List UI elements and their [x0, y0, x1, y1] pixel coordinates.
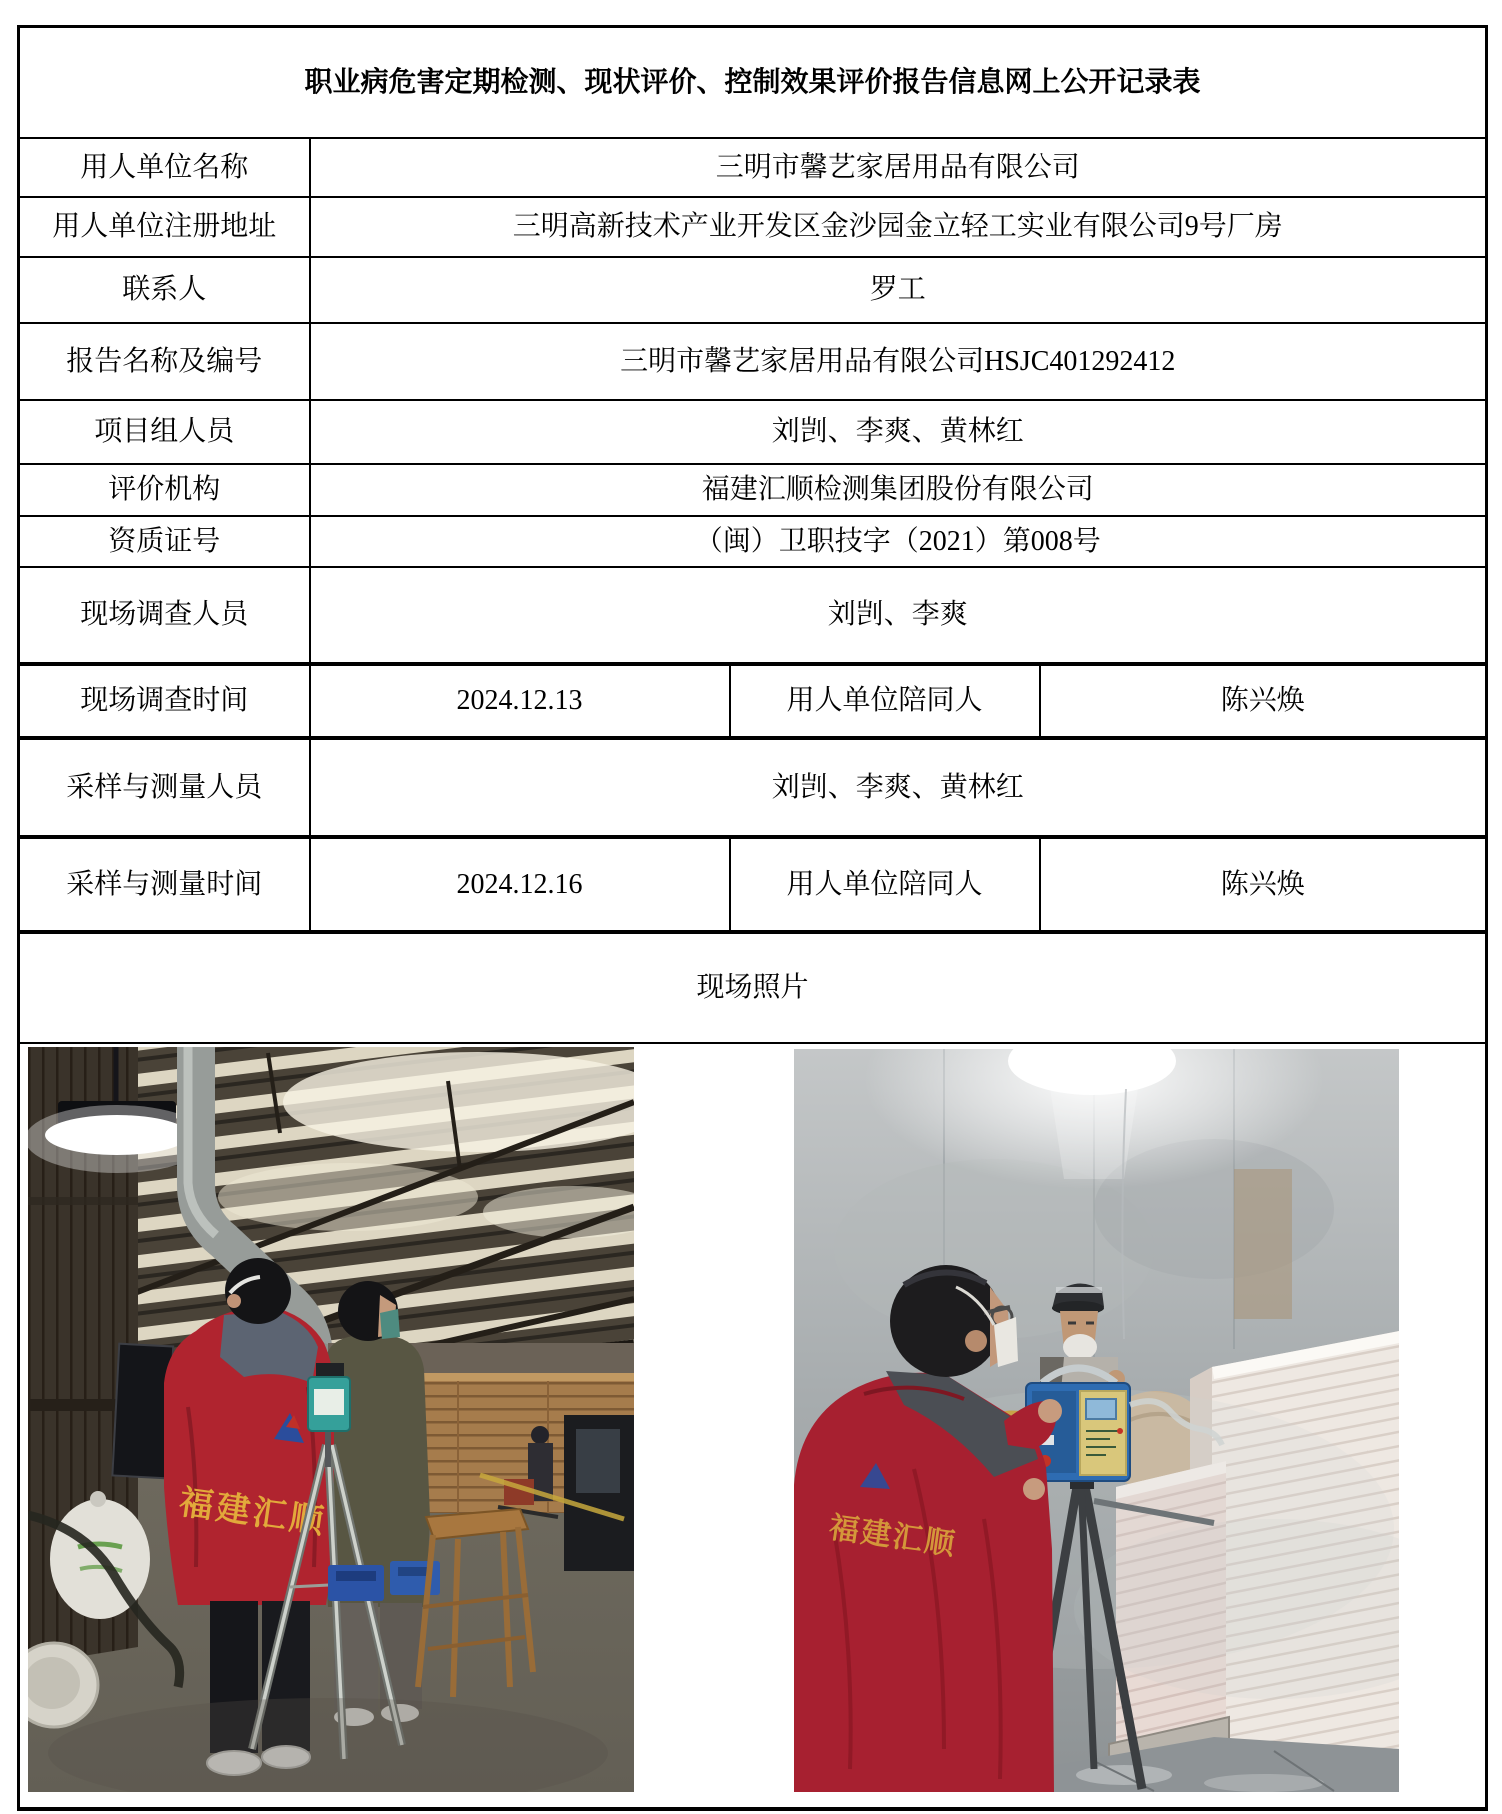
- row-label-survey-time: 现场调查时间: [19, 664, 310, 738]
- row-label-report: 报告名称及编号: [19, 323, 310, 400]
- row-value-survey-companion: 陈兴焕: [1040, 664, 1487, 738]
- row-label-survey-staff: 现场调查人员: [19, 567, 310, 664]
- site-photo-dust-room: [794, 1049, 1399, 1792]
- row-label-contact: 联系人: [19, 257, 310, 323]
- row-value-employer-name: 三明市馨艺家居用品有限公司: [310, 138, 1487, 197]
- row-label-certificate: 资质证号: [19, 516, 310, 567]
- row-value-project-team: 刘剀、李爽、黄林红: [310, 400, 1487, 464]
- row-value-contact: 罗工: [310, 257, 1487, 323]
- row-label-sampling-companion: 用人单位陪同人: [730, 837, 1040, 932]
- row-label-agency: 评价机构: [19, 464, 310, 516]
- row-value-sampling-companion: 陈兴焕: [1040, 837, 1487, 932]
- photos-caption: 现场照片: [19, 932, 1487, 1043]
- record-table: [17, 25, 1488, 1811]
- jacket-logo-text: 福建汇顺: [827, 1510, 959, 1562]
- row-label-sampling-staff: 采样与测量人员: [19, 738, 310, 837]
- row-value-survey-staff: 刘剀、李爽: [310, 567, 1487, 664]
- row-value-employer-address: 三明高新技术产业开发区金沙园金立轻工实业有限公司9号厂房: [310, 197, 1487, 257]
- site-photo-factory: [28, 1047, 634, 1792]
- row-value-survey-time: 2024.12.13: [310, 664, 730, 738]
- row-label-employer-address: 用人单位注册地址: [19, 197, 310, 257]
- row-label-project-team: 项目组人员: [19, 400, 310, 464]
- jacket-logo-text: 福建汇顺: [176, 1483, 329, 1542]
- page-title: 职业病危害定期检测、现状评价、控制效果评价报告信息网上公开记录表: [19, 27, 1487, 138]
- row-value-sampling-time: 2024.12.16: [310, 837, 730, 932]
- photos-cell: [19, 1043, 1487, 1809]
- row-label-survey-companion: 用人单位陪同人: [730, 664, 1040, 738]
- row-value-sampling-staff: 刘剀、李爽、黄林红: [310, 738, 1487, 837]
- row-value-report: 三明市馨艺家居用品有限公司HSJC401292412: [310, 323, 1487, 400]
- row-label-employer-name: 用人单位名称: [19, 138, 310, 197]
- row-value-agency: 福建汇顺检测集团股份有限公司: [310, 464, 1487, 516]
- row-label-sampling-time: 采样与测量时间: [19, 837, 310, 932]
- photos-area: [28, 1046, 1477, 1805]
- row-value-certificate: （闽）卫职技字（2021）第008号: [310, 516, 1487, 567]
